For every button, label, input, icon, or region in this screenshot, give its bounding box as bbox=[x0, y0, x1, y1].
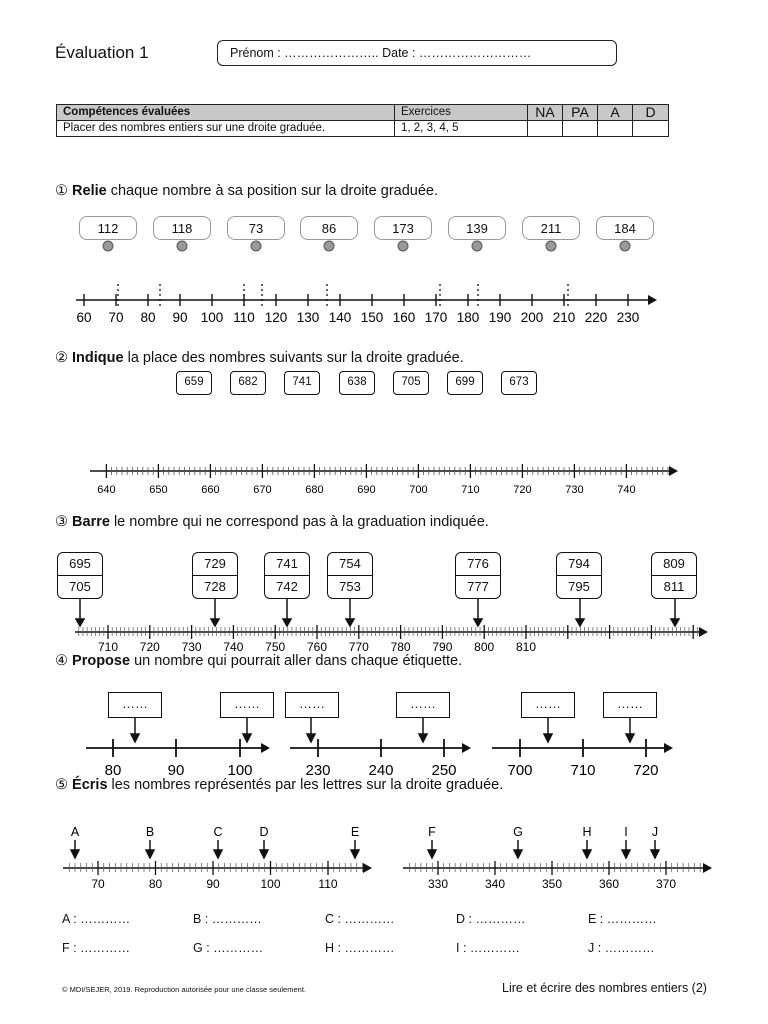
connection-dot[interactable] bbox=[324, 241, 334, 251]
tick-label: 730 bbox=[565, 484, 584, 496]
q3-text: le nombre qui ne correspond pas à la graduation indiquée. bbox=[109, 514, 489, 530]
tick-label: 210 bbox=[552, 310, 576, 325]
q4-answer-label[interactable]: …… bbox=[220, 692, 274, 718]
q1-number-chip[interactable]: 86 bbox=[300, 216, 358, 240]
tick-label: 750 bbox=[265, 640, 286, 654]
q2-instruction bbox=[55, 350, 464, 366]
tick-label: 680 bbox=[305, 484, 324, 496]
tick-label: 120 bbox=[264, 310, 288, 325]
tick-label: 230 bbox=[305, 762, 331, 779]
tick-label: 200 bbox=[520, 310, 544, 325]
choice-top[interactable]: 809 bbox=[652, 553, 696, 576]
q2-number-box[interactable]: 741 bbox=[284, 371, 320, 395]
competences-table bbox=[56, 104, 669, 137]
q3-choice-tag bbox=[455, 552, 501, 599]
q2-number-box[interactable]: 673 bbox=[501, 371, 537, 395]
tick-label: 80 bbox=[104, 762, 122, 779]
tick-label: 720 bbox=[633, 762, 659, 779]
q1-number-chip[interactable]: 173 bbox=[374, 216, 432, 240]
arrow-head bbox=[703, 863, 712, 873]
tick-label: 740 bbox=[223, 640, 244, 654]
q1-text: chaque nombre à sa position sur la droite graduée. bbox=[106, 183, 438, 199]
header-a: A bbox=[598, 105, 633, 121]
tick-label: 690 bbox=[357, 484, 376, 496]
tick-label: 740 bbox=[617, 484, 636, 496]
a-cell[interactable] bbox=[598, 121, 633, 137]
q1-number-chip[interactable]: 112 bbox=[79, 216, 137, 240]
table-row bbox=[57, 121, 669, 137]
q3-choice-tag bbox=[327, 552, 373, 599]
choice-bottom[interactable]: 795 bbox=[568, 579, 590, 594]
name-date-field[interactable]: Prénom : ………………….. Date : ……………………… bbox=[217, 40, 617, 66]
tick-label: 700 bbox=[507, 762, 533, 779]
tick-label: 760 bbox=[306, 640, 328, 654]
choice-bottom[interactable]: 742 bbox=[276, 579, 298, 594]
arrow-head bbox=[648, 295, 657, 305]
header-exercices: Exercices bbox=[395, 105, 528, 121]
letter-label: A bbox=[70, 825, 80, 839]
q4-answer-label[interactable]: …… bbox=[521, 692, 575, 718]
tick-label: 90 bbox=[167, 762, 185, 779]
tick-label: 90 bbox=[172, 310, 188, 325]
q4-answer-label[interactable]: …… bbox=[285, 692, 339, 718]
q4-instruction bbox=[55, 653, 462, 669]
q3-choice-tag bbox=[192, 552, 238, 599]
q4-text: un nombre qui pourrait aller dans chaque étiquette. bbox=[130, 653, 463, 669]
letter-label: F bbox=[428, 825, 436, 839]
letter-label: C bbox=[213, 825, 223, 839]
answer-line-c[interactable]: C : ………… bbox=[325, 912, 395, 926]
q2-number-box[interactable]: 659 bbox=[176, 371, 212, 395]
tick-label: 130 bbox=[296, 310, 320, 325]
arrow-head bbox=[669, 466, 678, 476]
tick-label: 70 bbox=[108, 310, 124, 325]
tick-label: 800 bbox=[474, 640, 495, 654]
tick-label: 150 bbox=[360, 310, 384, 325]
arrow-head bbox=[699, 627, 708, 637]
q1-number-chip[interactable]: 118 bbox=[153, 216, 211, 240]
q1-number-chip[interactable]: 73 bbox=[227, 216, 285, 240]
q5-instruction bbox=[55, 777, 503, 793]
q2-verb: Indique bbox=[72, 350, 124, 366]
tick-label: 730 bbox=[181, 640, 202, 654]
connection-dot[interactable] bbox=[472, 241, 482, 251]
tick-label: 140 bbox=[328, 310, 352, 325]
answer-line-b[interactable]: B : ………… bbox=[193, 912, 262, 926]
tick-label: 110 bbox=[233, 310, 255, 325]
choice-bottom[interactable]: 753 bbox=[339, 579, 361, 594]
letter-label: J bbox=[651, 825, 659, 839]
choice-top[interactable]: 741 bbox=[265, 553, 309, 576]
q4-answer-label[interactable]: …… bbox=[603, 692, 657, 718]
d-cell[interactable] bbox=[633, 121, 669, 137]
tick-label: 660 bbox=[201, 484, 220, 496]
tick-label: 160 bbox=[392, 310, 416, 325]
q4-number-lines bbox=[0, 716, 768, 780]
header-pa: PA bbox=[563, 105, 598, 121]
q2-number: ② bbox=[55, 350, 68, 366]
tick-label: 190 bbox=[488, 310, 512, 325]
q1-number: ① bbox=[55, 183, 68, 199]
choice-bottom[interactable]: 705 bbox=[69, 579, 91, 594]
tick-label: 360 bbox=[598, 877, 620, 891]
tick-label: 240 bbox=[368, 762, 394, 779]
answer-line-d[interactable]: D : ………… bbox=[456, 912, 526, 926]
q5-number-lines bbox=[0, 820, 768, 898]
answer-line-f[interactable]: F : ………… bbox=[62, 941, 131, 955]
tick-label: 810 bbox=[515, 640, 537, 654]
tick-label: 220 bbox=[584, 310, 608, 325]
tick-label: 780 bbox=[390, 640, 411, 654]
tick-label: 790 bbox=[432, 640, 453, 654]
letter-label: E bbox=[350, 825, 360, 839]
tick-label: 700 bbox=[409, 484, 428, 496]
tick-label: 330 bbox=[427, 877, 449, 891]
choice-top[interactable]: 695 bbox=[58, 553, 102, 576]
tick-label: 100 bbox=[200, 310, 224, 325]
connection-dot[interactable] bbox=[103, 241, 113, 251]
q1-number-chip[interactable]: 211 bbox=[522, 216, 580, 240]
tick-label: 90 bbox=[206, 877, 220, 891]
q3-verb: Barre bbox=[72, 514, 110, 530]
answer-line-e[interactable]: E : ………… bbox=[588, 912, 657, 926]
tick-label: 770 bbox=[348, 640, 369, 654]
tick-label: 670 bbox=[253, 484, 272, 496]
q3-instruction bbox=[55, 514, 489, 530]
tick-label: 720 bbox=[513, 484, 532, 496]
tick-label: 100 bbox=[227, 762, 253, 779]
tick-label: 340 bbox=[484, 877, 506, 891]
tick-label: 720 bbox=[139, 640, 160, 654]
tick-label: 710 bbox=[570, 762, 596, 779]
choice-top[interactable]: 794 bbox=[557, 553, 601, 576]
tick-label: 350 bbox=[541, 877, 563, 891]
tick-label: 640 bbox=[97, 484, 116, 496]
worksheet-subject: Lire et écrire des nombres entiers (2) bbox=[502, 981, 707, 995]
table-header-row bbox=[57, 105, 669, 121]
q3-choice-tag bbox=[651, 552, 697, 599]
answer-line-a[interactable]: A : ………… bbox=[62, 912, 131, 926]
letter-label: G bbox=[513, 825, 523, 839]
tick-label: 230 bbox=[616, 310, 640, 325]
q3-choice-tag bbox=[264, 552, 310, 599]
q5-verb: Écris bbox=[72, 777, 108, 793]
page-title: Évaluation 1 bbox=[55, 43, 149, 62]
letter-label: H bbox=[582, 825, 592, 839]
q4-verb: Propose bbox=[72, 653, 131, 669]
q1-instruction bbox=[55, 183, 438, 199]
tick-label: 370 bbox=[655, 877, 677, 891]
tick-label: 650 bbox=[149, 484, 168, 496]
tick-label: 710 bbox=[461, 484, 480, 496]
exercices-cell: 1, 2, 3, 4, 5 bbox=[395, 121, 528, 137]
competence-cell: Placer des nombres entiers sur une droite graduée. bbox=[57, 121, 395, 137]
q3-number: ③ bbox=[55, 514, 68, 530]
tick-label: 170 bbox=[424, 310, 448, 325]
answer-line-h[interactable]: H : ………… bbox=[325, 941, 395, 955]
q5-number: ⑤ bbox=[55, 777, 68, 793]
tick-label: 80 bbox=[148, 877, 163, 891]
choice-top[interactable]: 729 bbox=[193, 553, 237, 576]
answer-line-j[interactable]: J : ………… bbox=[588, 941, 655, 955]
tick-label: 70 bbox=[91, 877, 105, 891]
letter-label: B bbox=[145, 825, 155, 839]
letter-label: I bbox=[624, 825, 628, 839]
letter-label: D bbox=[259, 825, 269, 839]
answer-line-i[interactable]: I : ………… bbox=[456, 941, 520, 955]
na-cell[interactable] bbox=[528, 121, 563, 137]
q3-choice-tag bbox=[556, 552, 602, 599]
choice-top[interactable]: 754 bbox=[328, 553, 372, 576]
q1-number-chip[interactable]: 184 bbox=[596, 216, 654, 240]
arrow-head bbox=[363, 863, 372, 873]
tick-label: 180 bbox=[456, 310, 480, 325]
q3-number-line bbox=[0, 598, 768, 654]
connection-dot[interactable] bbox=[546, 241, 556, 251]
connection-dot[interactable] bbox=[177, 241, 187, 251]
connection-dot[interactable] bbox=[398, 241, 408, 251]
q1-verb: Relie bbox=[72, 183, 107, 199]
q1-number-chip[interactable]: 139 bbox=[448, 216, 506, 240]
q3-choice-tag bbox=[57, 552, 103, 599]
choice-top[interactable]: 776 bbox=[456, 553, 500, 576]
q2-number-box[interactable]: 705 bbox=[393, 371, 429, 395]
q2-number-box[interactable]: 682 bbox=[230, 371, 266, 395]
connection-dot[interactable] bbox=[620, 241, 630, 251]
header-competences: Compétences évaluées bbox=[57, 105, 395, 121]
pa-cell[interactable] bbox=[563, 121, 598, 137]
q4-answer-label[interactable]: …… bbox=[396, 692, 450, 718]
header-na: NA bbox=[528, 105, 563, 121]
tick-label: 710 bbox=[97, 640, 119, 654]
q2-text: la place des nombres suivants sur la droite graduée. bbox=[123, 350, 464, 366]
answer-line-g[interactable]: G : ………… bbox=[193, 941, 264, 955]
choice-bottom[interactable]: 777 bbox=[467, 579, 489, 594]
q2-number-line bbox=[0, 458, 768, 498]
q2-number-box[interactable]: 638 bbox=[339, 371, 375, 395]
q2-number-box[interactable]: 699 bbox=[447, 371, 483, 395]
q4-number: ④ bbox=[55, 653, 68, 669]
copyright-notice: © MDI/SEJER, 2019. Reproduction autorisée pour une classe seulement. bbox=[62, 985, 306, 994]
q4-answer-label[interactable]: …… bbox=[108, 692, 162, 718]
tick-label: 250 bbox=[431, 762, 457, 779]
q1-number-line bbox=[0, 236, 768, 328]
tick-label: 60 bbox=[76, 310, 92, 325]
tick-label: 110 bbox=[318, 877, 338, 891]
q5-text: les nombres représentés par les lettres sur la droite graduée. bbox=[107, 777, 504, 793]
tick-label: 100 bbox=[260, 877, 281, 891]
choice-bottom[interactable]: 728 bbox=[204, 579, 226, 594]
connection-dot[interactable] bbox=[251, 241, 261, 251]
tick-label: 80 bbox=[140, 310, 156, 325]
header-d: D bbox=[633, 105, 669, 121]
choice-bottom[interactable]: 811 bbox=[663, 579, 685, 594]
